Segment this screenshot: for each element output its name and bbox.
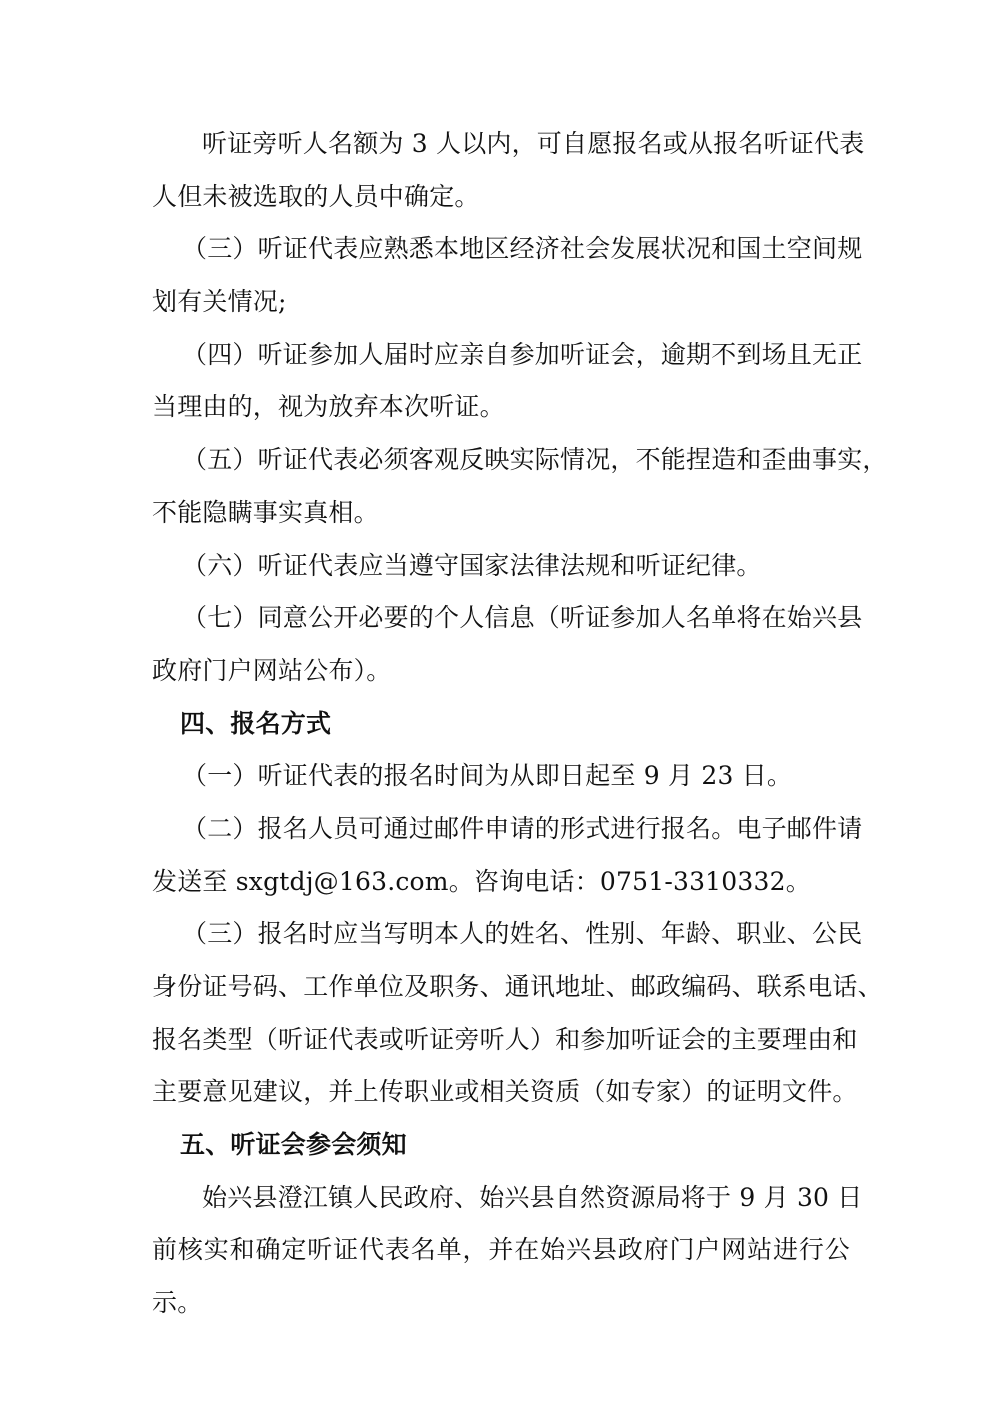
paragraph-line: （六）听证代表应当遵守国家法律法规和听证纪律。 — [182, 550, 762, 580]
paragraph-line: 政府门户网站公布）。 — [152, 655, 392, 685]
section-heading-hearing-notice: 五、听证会参会须知 — [180, 1130, 407, 1160]
paragraph-line: 前核实和确定听证代表名单，并在始兴县政府门户网站进行公 — [152, 1235, 850, 1265]
paragraph-line: （二）报名人员可通过邮件申请的形式进行报名。电子邮件请 — [182, 813, 863, 843]
paragraph-line: （五）听证代表必须客观反映实际情况，不能捏造和歪曲事实， — [182, 445, 888, 475]
paragraph-line: 人但未被选取的人员中确定。 — [152, 181, 480, 211]
paragraph-line: 身份证号码、工作单位及职务、通讯地址、邮政编码、联系电话、 — [152, 972, 883, 1001]
document-page — [152, 118, 888, 1330]
paragraph-line: 示。 — [152, 1288, 203, 1318]
paragraph-line: 始兴县澄江镇人民政府、始兴县自然资源局将于 9 月 30 日 — [202, 1182, 863, 1212]
paragraph-line: （三）报名时应当写明本人的姓名、性别、年龄、职业、公民 — [182, 919, 863, 949]
paragraph-line: （一）听证代表的报名时间为从即日起至 9 月 23 日。 — [182, 761, 793, 791]
paragraph-line: 报名类型（听证代表或听证旁听人）和参加听证会的主要理由和 — [152, 1024, 858, 1054]
paragraph-line: （三）听证代表应熟悉本地区经济社会发展状况和国土空间规 — [182, 234, 863, 264]
paragraph-line: （四）听证参加人届时应亲自参加听证会，逾期不到场且无正 — [182, 339, 863, 369]
paragraph-line: 划有关情况; — [152, 287, 287, 317]
contact-line: 发送至 sxgtdj@163.com。咨询电话：0751-3310332。 — [152, 866, 811, 896]
paragraph-line: 听证旁听人名额为 3 人以内，可自愿报名或从报名听证代表 — [202, 129, 865, 158]
section-heading-registration: 四、报名方式 — [180, 708, 332, 738]
paragraph-line: 当理由的，视为放弃本次听证。 — [152, 392, 505, 422]
paragraph-line: 不能隐瞒事实真相。 — [152, 497, 379, 527]
paragraph-line: （七）同意公开必要的个人信息（听证参加人名单将在始兴县 — [182, 603, 863, 633]
paragraph-line: 主要意见建议，并上传职业或相关资质（如专家）的证明文件。 — [152, 1077, 858, 1107]
